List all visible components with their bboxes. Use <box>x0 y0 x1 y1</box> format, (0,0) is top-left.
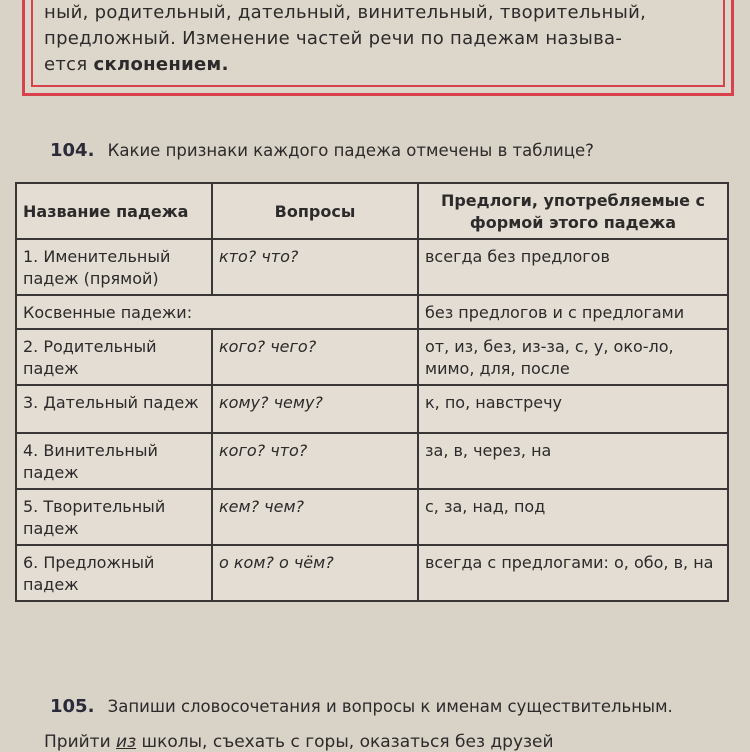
table-row <box>16 489 728 545</box>
rule-line-3 <box>44 52 704 78</box>
header-prepositions: Предлоги, употребляемые с формой этого падежа <box>418 183 728 239</box>
questions-cell: кто? что? <box>212 239 418 295</box>
case-table <box>15 182 729 602</box>
questions-cell: кем? чем? <box>212 489 418 545</box>
case-name-cell: 2. Родительный падеж <box>16 329 212 385</box>
rule-text <box>44 0 704 78</box>
questions-cell: кого? чего? <box>212 329 418 385</box>
exercise-104-text: Какие признаки каждого падежа отмечены в таблице? <box>107 141 594 160</box>
rule-bold-term: склонением. <box>93 54 229 75</box>
prepositions-cell: всегда без предлогов <box>418 239 728 295</box>
case-name-cell: 4. Винительный падеж <box>16 433 212 489</box>
table-row <box>16 239 728 295</box>
exercise-105 <box>50 696 673 717</box>
table-row <box>16 385 728 433</box>
table-row <box>16 329 728 385</box>
prepositions-cell: с, за, над, под <box>418 489 728 545</box>
questions-cell: кому? чему? <box>212 385 418 433</box>
questions-cell: кого? что? <box>212 433 418 489</box>
prepositions-cell: без предлогов и с предлогами <box>418 295 728 329</box>
exercise-104 <box>50 140 594 161</box>
table-row <box>16 545 728 601</box>
rule-line-1: ный, родительный, дательный, винительный, творительный, <box>44 2 647 23</box>
exercise-105-number: 105. <box>50 696 95 717</box>
prepositions-cell: всегда с предлогами: о, обо, в, на <box>418 545 728 601</box>
exercise-104-number: 104. <box>50 140 95 161</box>
table-header-row <box>16 183 728 239</box>
exercise-105-line-2 <box>44 732 554 752</box>
case-name-cell: 1. Именительный падеж (прямой) <box>16 239 212 295</box>
prepositions-cell: от, из, без, из-за, с, у, око-ло, мимо, для, после <box>418 329 728 385</box>
header-case-name: Название падежа <box>16 183 212 239</box>
header-questions: Вопросы <box>212 183 418 239</box>
underlined-preposition: из <box>116 732 137 752</box>
rule-line-3-start: ется <box>44 54 94 75</box>
case-name-cell: 6. Предложный падеж <box>16 545 212 601</box>
prepositions-cell: за, в, через, на <box>418 433 728 489</box>
exercise-105-line2-b: школы, съехать с горы, оказаться без друзей <box>136 732 554 752</box>
table-row-oblique <box>16 295 728 329</box>
oblique-cases-cell: Косвенные падежи: <box>16 295 418 329</box>
exercise-105-text: Запиши словосочетания и вопросы к именам существительным. <box>107 697 673 716</box>
table-row <box>16 433 728 489</box>
case-name-cell: 5. Творительный падеж <box>16 489 212 545</box>
prepositions-cell: к, по, навстречу <box>418 385 728 433</box>
case-name-cell: 3. Дательный падеж <box>16 385 212 433</box>
questions-cell: о ком? о чём? <box>212 545 418 601</box>
rule-line-2: предложный. Изменение частей речи по падежам называ- <box>44 28 623 49</box>
exercise-105-line2-a: Прийти <box>44 732 117 752</box>
